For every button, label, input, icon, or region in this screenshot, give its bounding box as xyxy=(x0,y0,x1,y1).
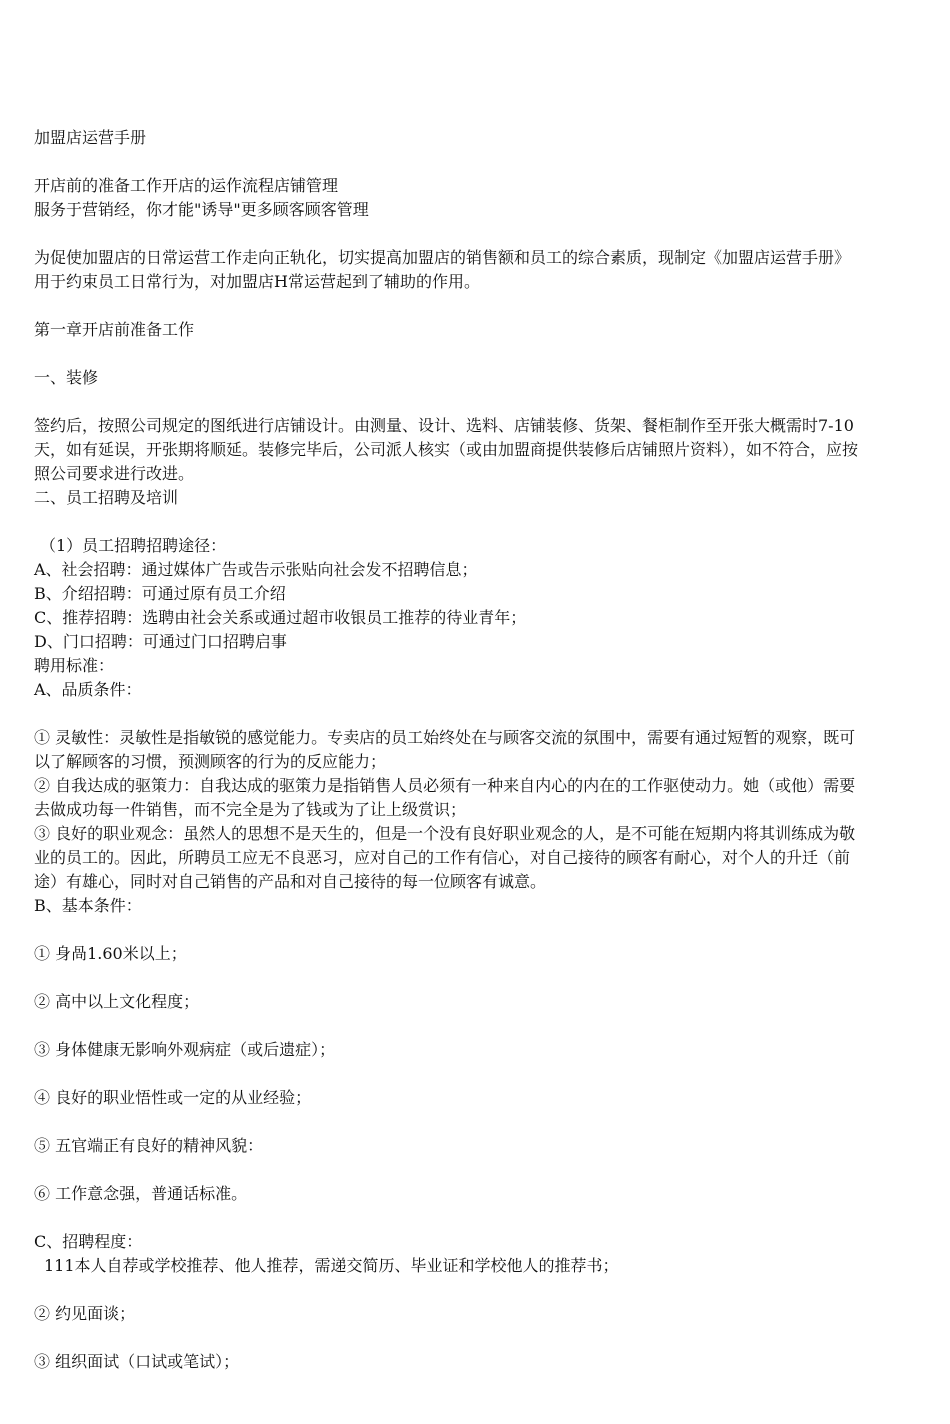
spacer xyxy=(34,1326,864,1350)
spacer xyxy=(34,918,864,942)
spacer xyxy=(34,150,864,174)
basic-item-6: ⑥ 工作意念强，普通话标准。 xyxy=(34,1184,248,1203)
standard-heading: 聘用标准： xyxy=(34,656,115,675)
document-page xyxy=(34,126,864,1374)
chapter-heading: 第一章开店前准备工作 xyxy=(34,320,195,339)
spacer xyxy=(34,1278,864,1302)
spacer xyxy=(34,510,864,534)
section-2-heading: 二、员工招聘及培训 xyxy=(34,488,179,507)
basic-heading: B、基本条件： xyxy=(34,896,142,915)
spacer xyxy=(34,702,864,726)
intro-paragraph: 为促使加盟店的日常运营工作走向正轨化，切实提高加盟店的销售额和员工的综合素质，现制定《加盟店运营手册》用于约束员工日常行为，对加盟店H常运营起到了辅助的作用。 xyxy=(34,248,851,291)
basic-item-4: ④ 良好的职业悟性或一定的从业经验； xyxy=(34,1088,312,1107)
document-title: 加盟店运营手册 xyxy=(34,128,147,147)
process-item-2: ② 约见面谈； xyxy=(34,1304,136,1323)
spacer xyxy=(34,1014,864,1038)
recruit-item-d: D、门口招聘：可通过门口招聘启事 xyxy=(34,632,287,651)
spacer xyxy=(34,390,864,414)
spacer xyxy=(34,222,864,246)
quality-item-2: ② 自我达成的驱策力：自我达成的驱策力是指销售人员必须有一种来自内心的内在的工作驱使动力。她（或他）需要去做成功每一件销售，而不完全是为了钱或为了让上级赏识； xyxy=(34,776,856,819)
spacer xyxy=(34,1206,864,1230)
contents-line-1: 开店前的准备工作开店的运作流程店铺管理 xyxy=(34,176,339,195)
basic-item-5: ⑤ 五官端正有良好的精神风貌： xyxy=(34,1136,264,1155)
spacer xyxy=(34,966,864,990)
process-item-1: 111本人自荐或学校推荐、他人推荐，需递交简历、毕业证和学校他人的推荐书； xyxy=(44,1256,619,1275)
quality-item-1: ① 灵敏性：灵敏性是指敏锐的感觉能力。专卖店的员工始终处在与顾客交流的氛围中，需要有通过短暂的观察，既可以了解顾客的习惯，预测顾客的行为的反应能力； xyxy=(34,728,856,771)
quality-heading: A、品质条件： xyxy=(34,680,142,699)
basic-item-2: ② 高中以上文化程度； xyxy=(34,992,200,1011)
basic-item-3: ③ 身体健康无影响外观病症（或后遗症）； xyxy=(34,1040,336,1059)
spacer xyxy=(34,1110,864,1134)
recruit-item-b: B、介绍招聘：可通过原有员工介绍 xyxy=(34,584,286,603)
recruit-item-c: C、推荐招聘：选聘由社会关系或通过超市收银员工推荐的待业青年； xyxy=(34,608,527,627)
subsection-recruit-heading: （1）员工招聘招聘途径： xyxy=(40,536,227,555)
spacer xyxy=(34,1158,864,1182)
section-1-body: 签约后，按照公司规定的图纸进行店铺设计。由测量、设计、选料、店铺装修、货架、餐柜制作至开张大概需时7-10天，如有延误，开张期将顺延。装修完毕后，公司派人核实（或由加盟商提供装修后店铺照片资料），如不符合，应按照公司要求进行改进。 xyxy=(34,416,859,483)
basic-item-1: ① 身咼1.60米以上； xyxy=(34,944,187,963)
quality-item-3: ③ 良好的职业观念：虽然人的思想不是天生的，但是一个没有良好职业观念的人，是不可能在短期内将其训练成为敬业的员工的。因此，所聘员工应无不良恶习，应对自己的工作有信心，对自己接待的顾客有耐心，对个人的升迁（前途）有雄心，同时对自己销售的产品和对自己接待的每一位顾客有诚意。 xyxy=(34,824,856,891)
section-1-heading: 一、装修 xyxy=(34,368,99,387)
spacer xyxy=(34,294,864,318)
contents-line-2: 服务于营销经，你才能"诱导"更多顾客顾客管理 xyxy=(34,200,369,219)
spacer xyxy=(34,1062,864,1086)
spacer xyxy=(34,342,864,366)
process-item-3: ③ 组织面试（口试或笔试）； xyxy=(34,1352,240,1371)
recruit-item-a: A、社会招聘：通过媒体广告或告示张贴向社会发不招聘信息； xyxy=(34,560,478,579)
process-heading: C、招聘程度： xyxy=(34,1232,143,1251)
